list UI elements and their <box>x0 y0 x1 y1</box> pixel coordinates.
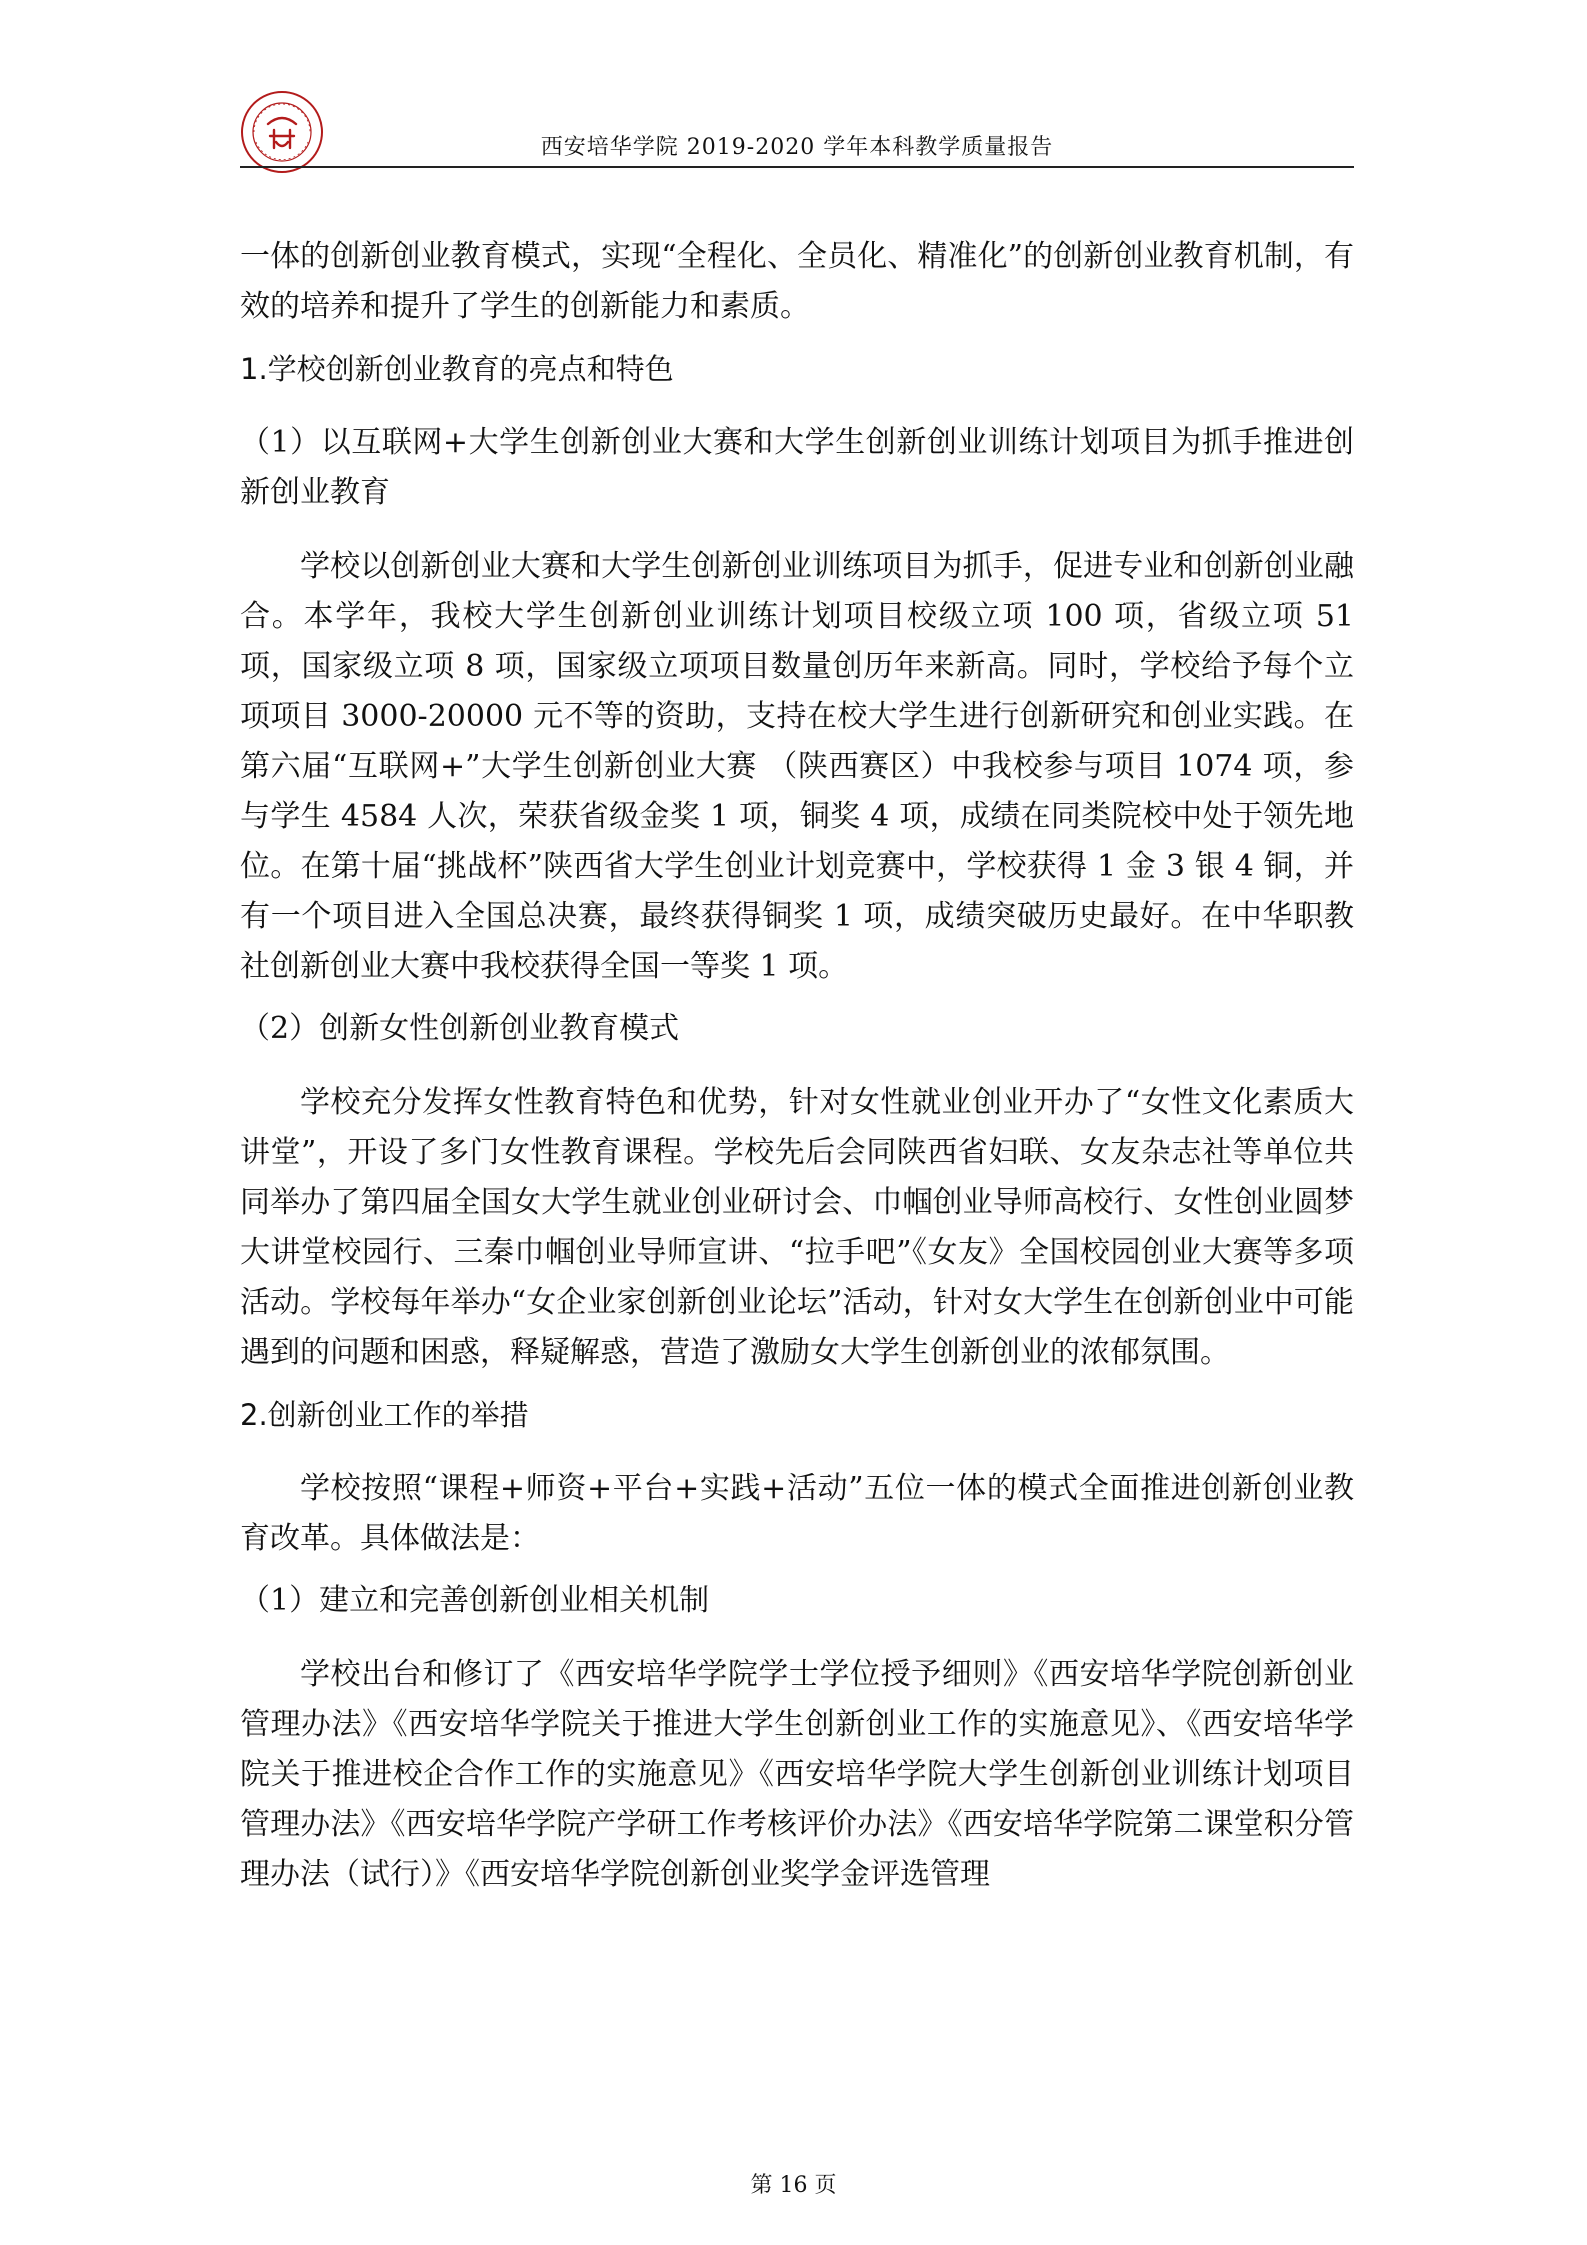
body-paragraph: 学校以创新创业大赛和大学生创新创业训练项目为抓手，促进专业和创新创业融合。本学年，我校大学生创新创业训练计划项目校级立项 100 项，省级立项 51 项，国家级立项 8 项，国家级立项项目数量创历年来新高。同时，学校给予每个立项项目 3000-20000 元不等的资助，支持在校大学生进行创新研究和创业实践。在第六届“互联网+”大学生创新创业大赛 （陕西赛区）中我校参与项目 1074 项，参与学生 4584 人次，荣获省级金奖 1 项，铜奖 4 项，成绩在同类院校中处于领先地位。在第十届“挑战杯”陕西省大学生创业计划竞赛中，学校获得 1 金 3 银 4 铜，并有一个项目进入全国总决赛，最终获得铜奖 1 项，成绩突破历史最好。在中华职教社创新创业大赛中我校获得全国一等奖 1 项。 <box>240 549 1354 984</box>
section-heading: 2.创新创业工作的举措 <box>240 1398 529 1432</box>
body-paragraph: 学校按照“课程+师资+平台+实践+活动”五位一体的模式全面推进创新创业教育改革。具体做法是： <box>240 1471 1354 1556</box>
report-header-title: 西安培华学院 2019-2020 学年本科教学质量报告 <box>540 135 1054 160</box>
body-paragraph: 学校充分发挥女性教育特色和优势，针对女性就业创业开办了“女性文化素质大讲堂”，开设了多门女性教育课程。学校先后会同陕西省妇联、女友杂志社等单位共同举办了第四届全国女大学生就业创业研讨会、巾帼创业导师高校行、女性创业圆梦大讲堂校园行、三秦巾帼创业导师宣讲、“拉手吧”《女友》全国校园创业大赛等多项活动。学校每年举办“女企业家创新创业论坛”活动，针对女大学生在创新创业中可能遇到的问题和困惑，释疑解惑，营造了激励女大学生创新创业的浓郁氛围。 <box>240 1085 1354 1370</box>
subsection-heading: （2）创新女性创新创业教育模式 <box>240 1011 680 1046</box>
subsection-heading: （1）以互联网+大学生创新创业大赛和大学生创新创业训练计划项目为抓手推进创新创业教育 <box>240 425 1354 510</box>
subsection-heading: （1）建立和完善创新创业相关机制 <box>240 1583 710 1618</box>
body-paragraph: 学校出台和修订了《西安培华学院学士学位授予细则》《西安培华学院创新创业管理办法》《西安培华学院关于推进大学生创新创业工作的实施意见》、《西安培华学院关于推进校企合作工作的实施意见》《西安培华学院大学生创新创业训练计划项目管理办法》《西安培华学院产学研工作考核评价办法》《西安培华学院第二课堂积分管理办法（试行）》《西安培华学院创新创业奖学金评选管理 <box>240 1657 1354 1892</box>
page-body <box>240 232 1354 1912</box>
section-heading: 1.学校创新创业教育的亮点和特色 <box>240 352 674 386</box>
page-number: 第 16 页 <box>750 2173 837 2198</box>
header-divider <box>240 166 1354 168</box>
page-header <box>240 90 1354 168</box>
paragraph-continuation: 一体的创新创业教育模式，实现“全程化、全员化、精准化”的创新创业教育机制，有效的培养和提升了学生的创新能力和素质。 <box>240 239 1354 324</box>
